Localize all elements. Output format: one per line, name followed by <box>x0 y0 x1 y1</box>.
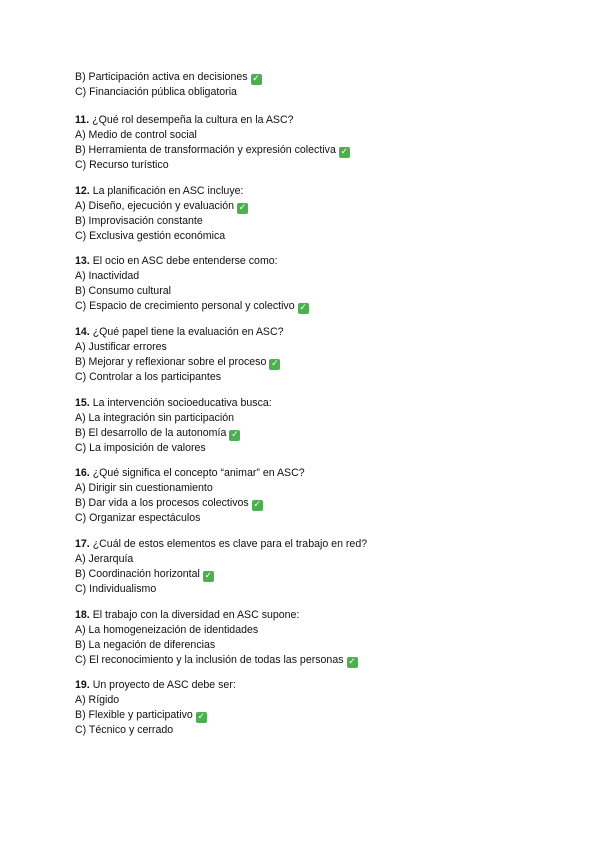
check-mark-icon: ✓ <box>238 203 247 213</box>
option-text: C) Exclusiva gestión económica <box>75 230 226 242</box>
question-number: 19. <box>75 679 90 691</box>
option-text: B) El desarrollo de la autonomía <box>75 427 227 439</box>
question-11 <box>75 113 350 173</box>
option-line <box>75 653 358 668</box>
question-text: El ocio en ASC debe entenderse como: <box>92 255 278 267</box>
option-line <box>75 284 309 299</box>
option-text: B) La negación de diferencias <box>75 639 216 651</box>
option-text: C) Recurso turístico <box>75 159 169 171</box>
option-line <box>75 496 305 511</box>
option-line <box>75 481 305 496</box>
option-text: C) Financiación pública obligatoria <box>75 86 237 98</box>
question-number: 11. <box>75 114 90 126</box>
option-text: C) Técnico y cerrado <box>75 724 174 736</box>
option-text: A) La homogeneización de identidades <box>75 624 259 636</box>
question-text: ¿Qué significa el concepto “animar” en ASC? <box>92 467 305 479</box>
check-mark-icon: ✓ <box>271 359 279 369</box>
option-text: C) Espacio de crecimiento personal y colectivo <box>75 300 295 312</box>
option-text: B) Consumo cultural <box>75 285 171 297</box>
option-line <box>75 355 284 370</box>
check-mark-icon: ✓ <box>253 500 261 510</box>
option-line <box>75 638 358 653</box>
option-text: B) Improvisación constante <box>75 215 203 227</box>
question-16 <box>75 466 305 526</box>
question-text: Un proyecto de ASC debe ser: <box>92 679 236 691</box>
question-line <box>75 466 305 481</box>
question-14 <box>75 325 284 385</box>
question-line <box>75 537 367 552</box>
question-13 <box>75 254 309 314</box>
option-line <box>75 511 305 526</box>
option-line <box>75 199 248 214</box>
check-mark-icon: ✓ <box>231 430 239 440</box>
option-line <box>75 128 350 143</box>
option-line <box>75 623 358 638</box>
question-line <box>75 254 309 269</box>
option-text: A) Medio de control social <box>75 129 197 141</box>
option-text: C) Organizar espectáculos <box>75 512 201 524</box>
option-line <box>75 85 262 100</box>
question-number: 15. <box>75 397 90 409</box>
question-number: 17. <box>75 538 90 550</box>
option-text: A) Dirigir sin cuestionamiento <box>75 482 213 494</box>
question-line <box>75 396 272 411</box>
question-line <box>75 678 236 693</box>
option-text: C) El reconocimiento y la inclusión de todas las personas <box>75 654 344 666</box>
question-number: 13. <box>75 255 90 267</box>
question-number: 16. <box>75 467 90 479</box>
option-line <box>75 299 309 314</box>
check-mark-icon: ✓ <box>299 303 307 313</box>
continued-options <box>75 70 262 100</box>
option-text: B) Flexible y participativo <box>75 709 193 721</box>
option-line <box>75 708 236 723</box>
option-text: B) Coordinación horizontal <box>75 568 200 580</box>
question-text: La intervención socioeducativa busca: <box>92 397 272 409</box>
question-text: El trabajo con la diversidad en ASC supone: <box>92 609 300 621</box>
check-mark-icon: ✓ <box>204 571 213 581</box>
option-line <box>75 229 248 244</box>
question-15 <box>75 396 272 456</box>
question-number: 12. <box>75 185 90 197</box>
question-line <box>75 608 358 623</box>
check-mark-icon: ✓ <box>252 74 260 84</box>
option-line <box>75 723 236 738</box>
check-mark-icon: ✓ <box>340 147 349 157</box>
check-mark-icon: ✓ <box>197 712 206 722</box>
option-line <box>75 426 272 441</box>
option-text: C) Individualismo <box>75 583 157 595</box>
option-text: A) La integración sin participación <box>75 412 234 424</box>
question-text: ¿Qué rol desempeña la cultura en la ASC? <box>92 114 294 126</box>
question-12 <box>75 184 248 244</box>
option-line <box>75 340 284 355</box>
check-mark-icon: ✓ <box>348 657 356 667</box>
option-line <box>75 441 272 456</box>
question-number: 14. <box>75 326 90 338</box>
option-text: A) Inactividad <box>75 270 140 282</box>
question-line <box>75 184 248 199</box>
question-18 <box>75 608 358 668</box>
question-number: 18. <box>75 609 90 621</box>
question-17 <box>75 537 367 597</box>
question-text: ¿Cuál de estos elementos es clave para el trabajo en red? <box>92 538 368 550</box>
question-line <box>75 113 350 128</box>
option-line <box>75 582 367 597</box>
option-line <box>75 269 309 284</box>
option-line <box>75 143 350 158</box>
option-text: A) Jerarquía <box>75 553 134 565</box>
option-text: B) Mejorar y reflexionar sobre el proceso <box>75 356 267 368</box>
option-line <box>75 411 272 426</box>
option-line <box>75 70 262 85</box>
option-line <box>75 693 236 708</box>
option-text: C) La imposición de valores <box>75 442 206 454</box>
option-line <box>75 370 284 385</box>
question-line <box>75 325 284 340</box>
option-text: C) Controlar a los participantes <box>75 371 222 383</box>
option-text: B) Dar vida a los procesos colectivos <box>75 497 249 509</box>
question-text: ¿Qué papel tiene la evaluación en ASC? <box>92 326 284 338</box>
question-19 <box>75 678 236 738</box>
option-text: A) Rígido <box>75 694 120 706</box>
question-text: La planificación en ASC incluye: <box>92 185 244 197</box>
option-text: B) Participación activa en decisiones <box>75 71 248 83</box>
option-text: A) Diseño, ejecución y evaluación <box>75 200 234 212</box>
option-line <box>75 158 350 173</box>
option-line <box>75 552 367 567</box>
option-text: A) Justificar errores <box>75 341 167 353</box>
option-text: B) Herramienta de transformación y expresión colectiva <box>75 144 336 156</box>
option-line <box>75 567 367 582</box>
option-line <box>75 214 248 229</box>
